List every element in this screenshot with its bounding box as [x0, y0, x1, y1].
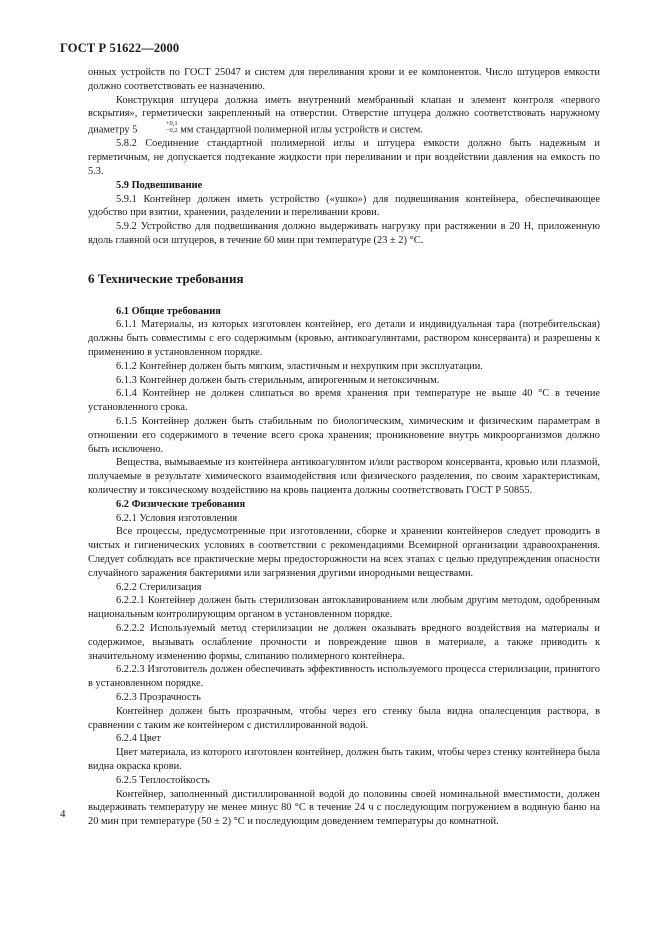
clause-title: 6.2.5 Теплостойкость [116, 774, 210, 786]
paragraph: 5.9.1 Контейнер должен иметь устройство («ушко») для подвешивания контейнера, обеспечивающее удобство при взятии, хранении, разделении и переливании крови. [88, 193, 600, 219]
tolerance-superscript [138, 121, 178, 134]
paragraph-text: мм стандартной полимерной иглы устройств и систем. [177, 124, 423, 136]
paragraph: Все процессы, предусмотренные при изготовлении, сборке и хранении контейнеров следует проводить в чистых и гигиенических условиях в соответствии с рекомендациями Всемирной организации здравоохранения. Следует соблюдать все практические меры предосторожности на всех этапах с целью предупреждения опасности случайного заражения бактериями или загрязнения другими инородными веществами. [88, 526, 600, 579]
subsection-heading: 5.9 Подвешивание [116, 179, 203, 191]
paragraph: Контейнер должен быть прозрачным, чтобы через его стенку была видна опалесценция раствора, в сравнении с таким же контейнером с дистиллированной водой. [88, 705, 600, 731]
paragraph-connector-diameter [88, 94, 600, 138]
paragraph: Вещества, вымываемые из контейнера антикоагулянтом и/или раствором консерванта, кровью или плазмой, получаемые в результате химического взаимодействия или физического разделения, по своим характеристикам, количеству и токсическому воздействию на кровь пациента должны соответствовать ГОСТ Р 50855. [88, 457, 600, 497]
paragraph: 6.2.2.1 Контейнер должен быть стерилизован автоклавированием или любым другим методом, одобренным национальным контролирующим органом в установленном порядке. [88, 595, 600, 621]
paragraph: 6.1.2 Контейнер должен быть мягким, эластичным и нехрупким при эксплуатации. [116, 360, 483, 372]
paragraph: 5.9.2 Устройство для подвешивания должно выдерживать нагрузку при растяжении в 20 Н, приложенную вдоль главной оси штуцеров, в течение 60 мин при температуре (23 ± 2) °С. [88, 221, 600, 247]
document-header: ГОСТ Р 51622—2000 [60, 41, 180, 55]
subsection-heading: 6.1 Общие требования [116, 305, 221, 317]
paragraph: Цвет материала, из которого изготовлен контейнер, должен быть таким, чтобы через стенку контейнера была видна окраска крови. [88, 747, 600, 772]
document-body [88, 66, 600, 829]
clause-title: 6.2.3 Прозрачность [116, 691, 201, 703]
paragraph: 6.2.2.3 Изготовитель должен обеспечивать эффективность используемого процесса стерилизации, принятого в установленном порядке. [88, 664, 600, 690]
paragraph: 6.1.1 Материалы, из которых изготовлен контейнер, его детали и индивидуальная тара (потребительская) должны быть совместимы с его содержимым (кровью, антикоагулянтами, раствором консерванта) и разрешены к применению в установленном порядке. [88, 319, 600, 359]
paragraph-text: Конструкция штуцера должна иметь внутренний мембранный клапан и элемент контроля «первого вскрытия», герметически закрепленный на отверстии. Отверстие штуцера должно соответствовать наружному диаметру 5 [88, 94, 600, 136]
paragraph: Контейнер, заполненный дистиллированной водой до половины своей номинальной вместимости, должен выдерживать температуру не менее минус 80 °С в течение 24 ч с последующим погружением в водяную баню на 20 мин при температуре (50 ± 2) °С и последующим доведением температуры до комнатной. [88, 788, 600, 828]
clause-title: 6.2.1 Условия изготовления [116, 512, 238, 524]
paragraph: 6.2.2.2 Используемый метод стерилизации не должен оказывать вредного воздействия на материалы и содержимое, вызывать ослабление прочности и повреждение швов в материале, а также приводить к значительному изменению формы, слипанию полимерного контейнера. [88, 622, 600, 662]
paragraph: 5.8.2 Соединение стандартной полимерной иглы и штуцера емкости должно быть надежным и герметичным, не допускается подтекание жидкости при переливании и при воздействии давления на емкость по 5.3. [88, 138, 600, 178]
paragraph: 6.1.3 Контейнер должен быть стерильным, апирогенным и нетоксичным. [116, 374, 440, 386]
tolerance-lower: −0,2 [165, 126, 178, 134]
clause-title: 6.2.4 Цвет [116, 733, 161, 745]
paragraph: 6.1.4 Контейнер не должен слипаться во время хранения при температуре не выше 40 °С в течение установленного срока. [88, 388, 600, 414]
paragraph: онных устройств по ГОСТ 25047 и систем для переливания крови и ее компонентов. Число штуцеров емкости должно соответствовать ее назначению. [88, 67, 600, 92]
section-title: 6 Технические требования [88, 270, 244, 286]
page-number: 4 [60, 808, 66, 820]
tolerance-upper: +0,1 [165, 120, 178, 128]
clause-title: 6.2.2 Стерилизация [116, 581, 202, 593]
subsection-heading: 6.2 Физические требования [116, 498, 246, 510]
paragraph: 6.1.5 Контейнер должен быть стабильным по биологическим, химическим и физическим параметрам в отношении его содержимого в течение всего срока хранения; проникновение внутрь микроорганизмов должно быть исключено. [88, 416, 600, 455]
